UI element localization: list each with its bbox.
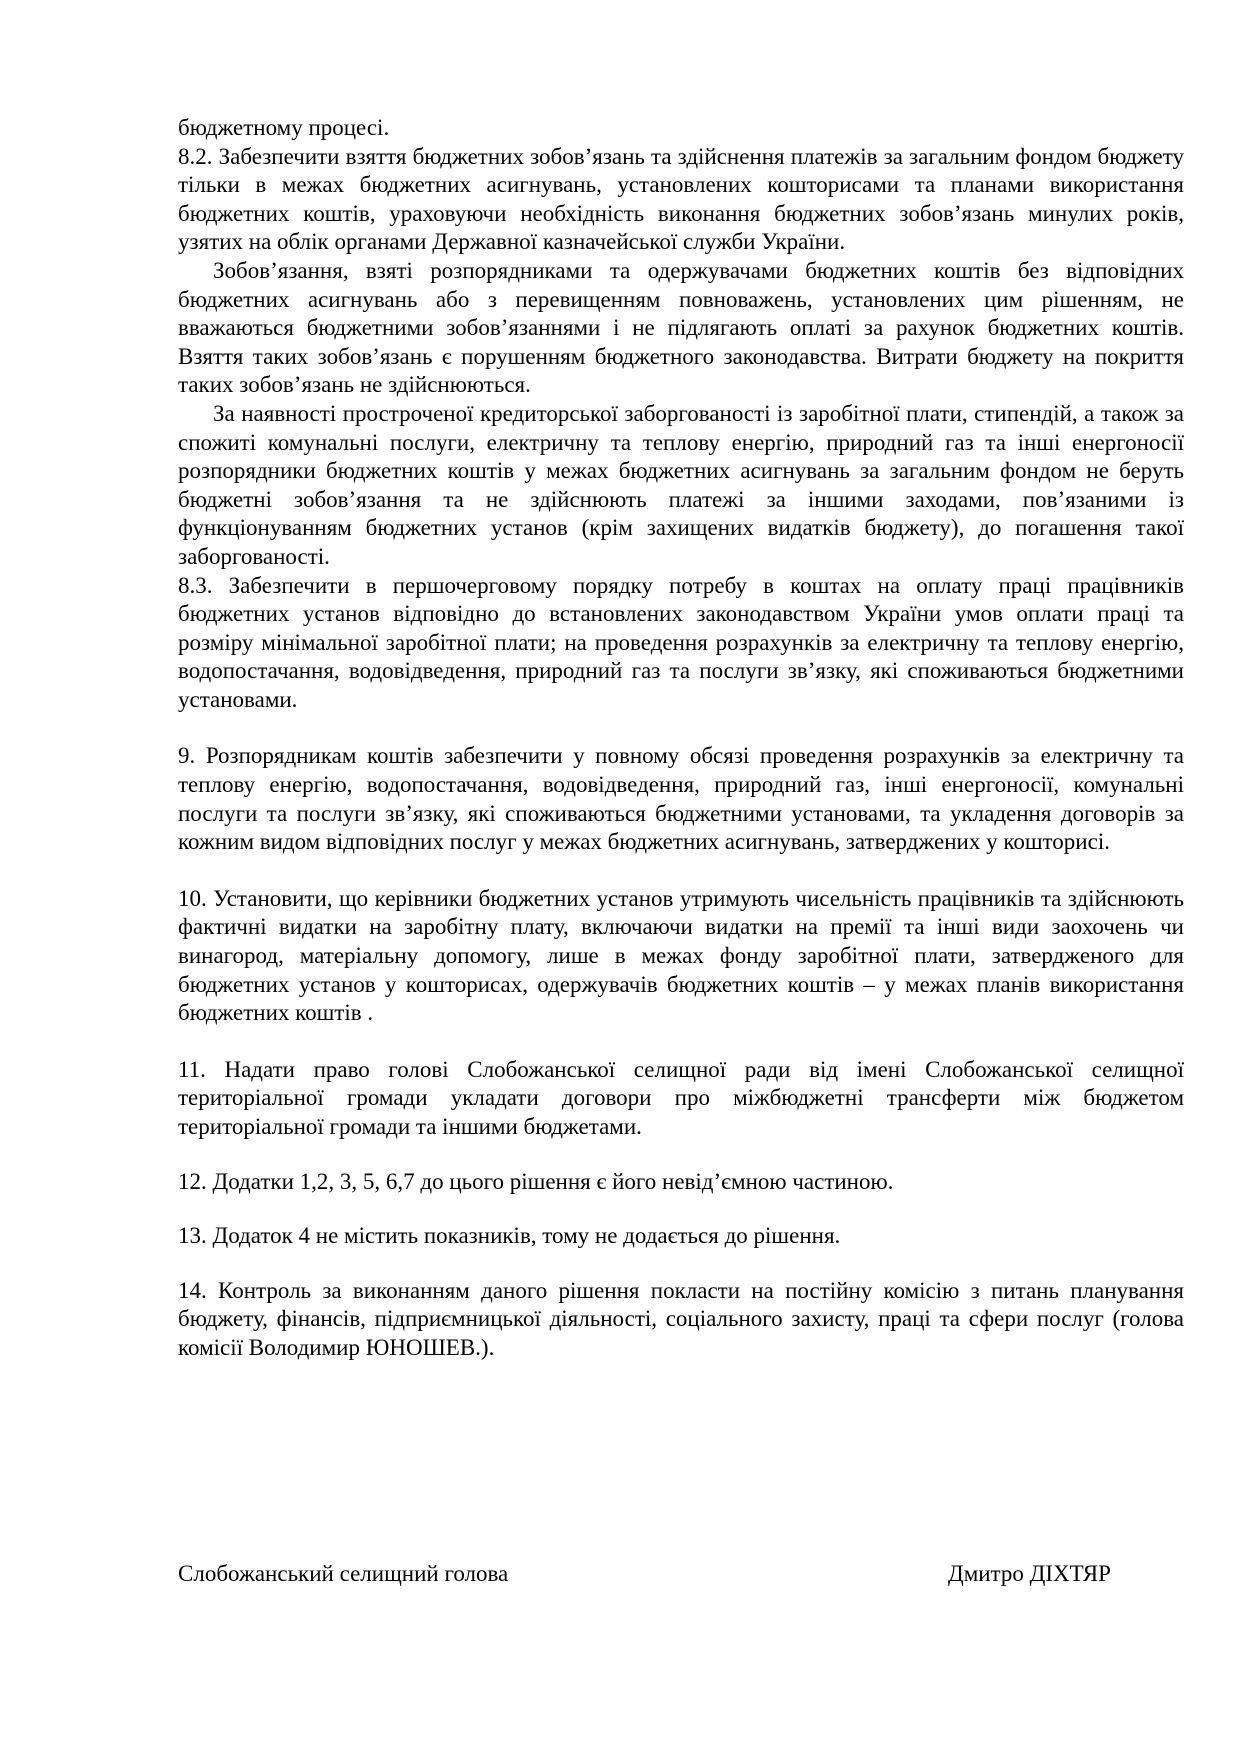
paragraph-budget-process-end: бюджетному процесі. [178, 115, 390, 140]
paragraph-10: 10. Установити, що керівники бюджетних установ утримують чисельність працівників та здійснюють фактичні видатки на заробітну плату, включаючи видатки на премії та інші види заохочень чи винагород, матеріальну допомогу, лише в межах фонду заробітної плати, затвердженого для бюджетних установ у кошторисах, одержувачів бюджетних коштів – у межах планів використання бюджетних коштів . [178, 885, 1184, 1026]
paragraph-8-3: 8.3. Забезпечити в першочерговому порядку потребу в коштах на оплату праці працівників бюджетних установ відповідно до встановлених законодавством України умов оплати праці та розміру мінімальної заробітної плати; на проведення розрахунків за електричну та теплову енергію, водопостачання, водовідведення, природний газ та послуги зв’язку, які споживаються бюджетними установами. [178, 572, 1184, 712]
paragraph-obligations: Зобов’язання, взяті розпорядниками та одержувачами бюджетних коштів без відповідних бюджетних асигнувань або з перевищенням повноважень, установлених цим рішенням, не вважаються бюджетними зобов’язаннями і не підлягають оплаті за рахунок бюджетних коштів. Взяття таких зобов’язань є порушенням бюджетного законодавства. Витрати бюджету на покриття таких зобов’язань не здійснюються. [178, 257, 1184, 398]
paragraph-12: 12. Додатки 1,2, 3, 5, 6,7 до цього рішення є його невід’ємною частиною. [178, 1168, 894, 1194]
paragraph-overdue-debt: За наявності простроченої кредиторської заборгованості із заробітної плати, стипендій, а також за спожиті комунальні послуги, електричну та теплову енергію, природний газ та інші енергоносії розпорядники бюджетних коштів у межах бюджетних асигнувань за загальним фондом не беруть бюджетні зобов’язання та не здійснюють платежі за іншими заходами, пов’язаними із функціонуванням бюджетних установ (крім захищених видатків бюджету), до погашення такої заборгованості. [178, 400, 1184, 569]
paragraph-9: 9. Розпорядникам коштів забезпечити у повному обсязі проведення розрахунків за електричну та теплову енергію, водопостачання, водовідведення, природний газ, інші енергоносії, комунальні послуги та послуги зв’язку, які споживаються бюджетними установами, та укладення договорів за кожним видом відповідних послуг у межах бюджетних асигнувань, затверджених у кошторисі. [178, 743, 1184, 855]
paragraph-14: 14. Контроль за виконанням даного рішення покласти на постійну комісію з питань планування бюджету, фінансів, підприємницької діяльності, соціального захисту, праці та сфери послуг (голова комісії Володимир ЮНОШЕВ.). [178, 1277, 1184, 1360]
signatory-name: Дмитро ДІХТЯР [948, 1561, 1111, 1586]
paragraph-8-2: 8.2. Забезпечити взяття бюджетних зобов’язань та здійснення платежів за загальним фондом бюджету тільки в межах бюджетних асигнувань, установлених кошторисами та планами використання бюджетних коштів, ураховуючи необхідність виконання бюджетних зобов’язань минулих років, узятих на облік органами Державної казначейської служби України. [178, 143, 1184, 255]
paragraph-11: 11. Надати право голові Слобожанської селищної ради від імені Слобожанської селищної територіальної громади укладати договори про міжбюджетні трансферти між бюджетом територіальної громади та іншими бюджетами. [178, 1056, 1184, 1139]
document-body [178, 114, 1184, 1363]
signatory-position: Слобожанський селищний голова [178, 1561, 509, 1586]
paragraph-13: 13. Додаток 4 не містить показників, тому не додається до рішення. [178, 1223, 841, 1249]
